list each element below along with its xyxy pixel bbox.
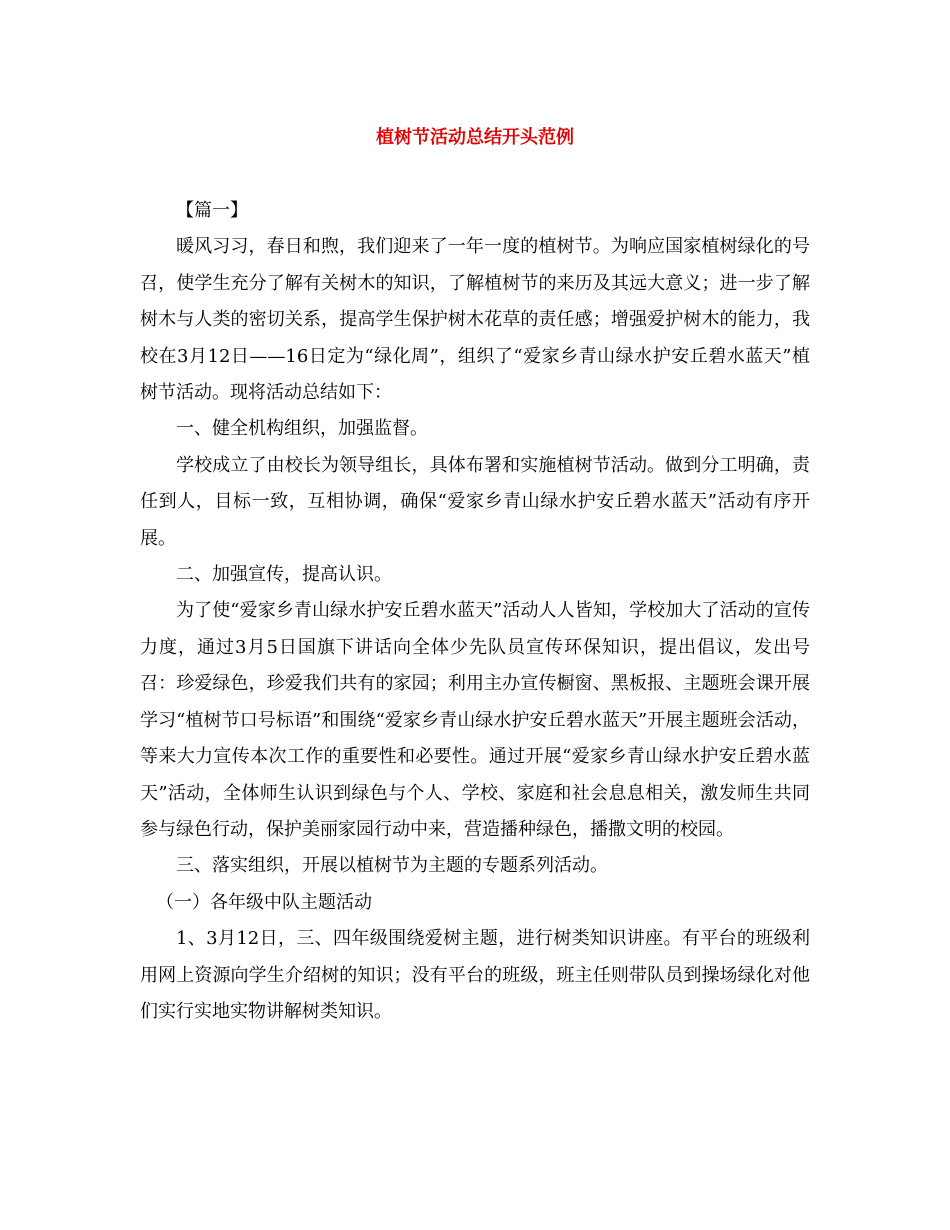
heading-organization: 一、健全机构组织，加强监督。 (176, 418, 428, 440)
subheading-grade-activities: （一）各年级中队主题活动 (156, 891, 372, 913)
document-title: 植树节活动总结开头范例 (376, 127, 574, 148)
organization-paragraph: 学校成立了由校长为领导组长，具体布署和实施植树节活动。做到分工明确，责任到人，目标一致，互相协调，确保“爱家乡青山绿水护安丘碧水蓝天”活动有序开展。 (140, 454, 810, 549)
section-heading-part-one: 【篇一】 (176, 200, 248, 221)
heading-publicity: 二、加强宣传，提高认识。 (176, 564, 392, 586)
publicity-paragraph: 为了使“爱家乡青山绿水护安丘碧水蓝天”活动人人皆知，学校加大了活动的宣传力度，通过3月5日国旗下讲话向全体少先队员宣传环保知识，提出倡议，发出号召：珍爱绿色，珍爱我们共有的家园；利用主办宣传橱窗、黑板报、主题班会课开展学习“植树节口号标语”和围绕“爱家乡青山绿水护安丘碧水蓝天”开展主题班会活动，等来大力宣传本次工作的重要性和必要性。通过开展“爱家乡青山绿水护安丘碧水蓝天”活动，全体师生认识到绿色与个人、学校、家庭和社会息息相关，激发师生共同参与绿色行动，保护美丽家园行动中来，营造播种绿色，播撒文明的校园。 (140, 600, 810, 840)
document-body (140, 193, 810, 1030)
intro-paragraph: 暖风习习，春日和煦，我们迎来了一年一度的植树节。为响应国家植树绿化的号召，使学生充分了解有关树木的知识，了解植树节的来历及其远大意义；进一步了解树木与人类的密切关系，提高学生保护树木花草的责任感；增强爱护树木的能力，我校在3月12日——16日定为“绿化周”，组织了“爱家乡青山绿水护安丘碧水蓝天”植树节活动。现将活动总结如下： (140, 236, 810, 404)
heading-activities: 三、落实组织，开展以植树节为主题的专题系列活动。 (176, 855, 608, 877)
activity-item-1: 1、3月12日，三、四年级围绕爱树主题，进行树类知识讲座。有平台的班级利用网上资源向学生介绍树的知识；没有平台的班级，班主任则带队员到操场绿化对他们实行实地实物讲解树类知识。 (140, 928, 810, 1022)
